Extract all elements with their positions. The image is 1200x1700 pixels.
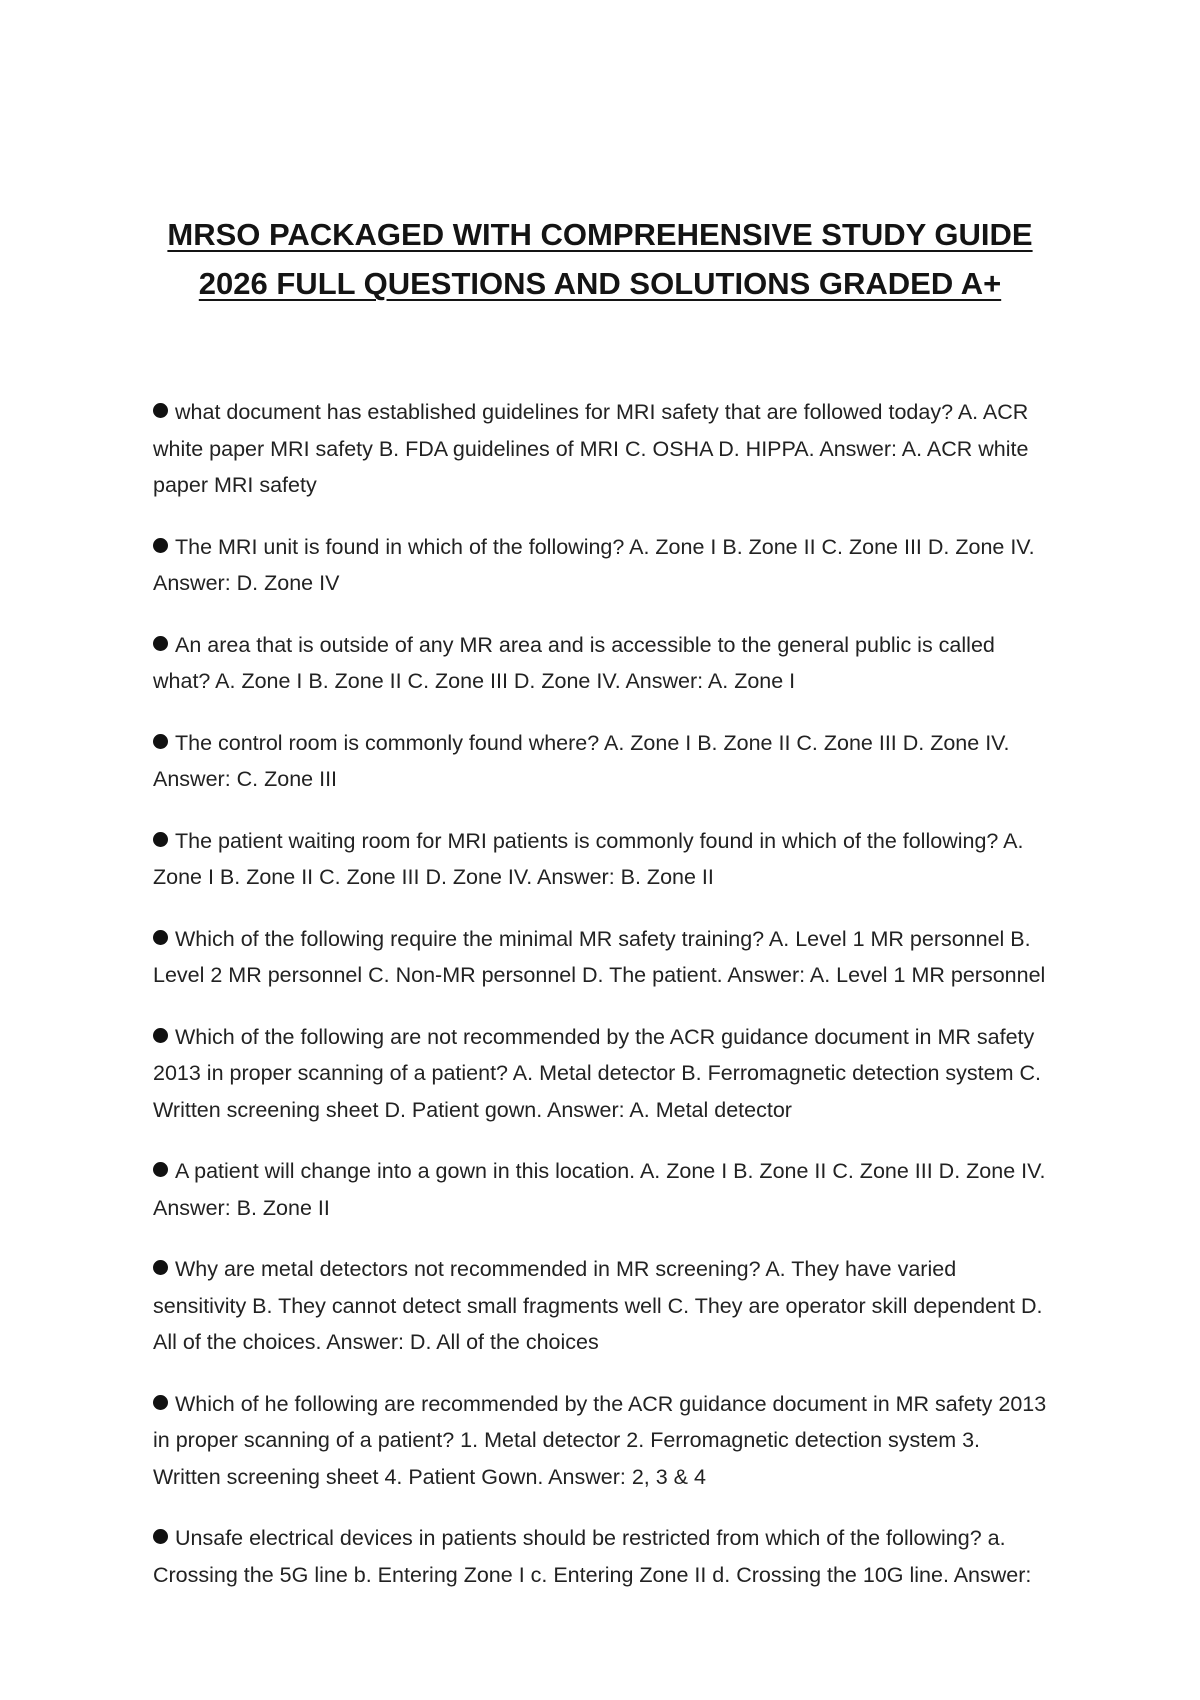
bullet-icon	[153, 1162, 168, 1177]
question-text: The patient waiting room for MRI patients is commonly found in which of the following? A. Zone I B. Zone II C. Zone III D. Zone IV. Answer: B. Zone II	[153, 828, 1024, 889]
question-text: Unsafe electrical devices in patients should be restricted from which of the following? a. Crossing the 5G line b. Entering Zone I c. Entering Zone II d. Crossing the 10G line. Answer:	[153, 1526, 1032, 1587]
bullet-icon	[153, 734, 168, 749]
question-item	[153, 1019, 1053, 1129]
bullet-icon	[153, 1529, 168, 1544]
question-text: Which of the following require the minimal MR safety training? A. Level 1 MR personnel B. Level 2 MR personnel C. Non-MR personnel D. The patient. Answer: A. Level 1 MR personnel	[153, 926, 1046, 987]
title-line-1: MRSO PACKAGED WITH COMPREHENSIVE STUDY GUIDE	[167, 217, 1033, 252]
question-text: An area that is outside of any MR area and is accessible to the general public is called what? A. Zone I B. Zone II C. Zone III D. Zone IV. Answer: A. Zone I	[153, 632, 995, 693]
question-text: Which of he following are recommended by the ACR guidance document in MR safety 2013 in proper scanning of a patient? 1. Metal detector 2. Ferromagnetic detection system 3. Written screening sheet 4. Patient Gown. Answer: 2, 3 & 4	[153, 1391, 1047, 1489]
question-text: A patient will change into a gown in this location. A. Zone I B. Zone II C. Zone III D. Zone IV. Answer: B. Zone II	[153, 1159, 1046, 1220]
bullet-icon	[153, 538, 168, 553]
question-list	[153, 394, 1053, 1618]
question-item	[153, 921, 1053, 994]
bullet-icon	[153, 403, 168, 418]
bullet-icon	[153, 832, 168, 847]
question-item	[153, 1386, 1053, 1496]
question-text: The control room is commonly found where? A. Zone I B. Zone II C. Zone III D. Zone IV. Answer: C. Zone III	[153, 730, 1010, 791]
question-text: The MRI unit is found in which of the following? A. Zone I B. Zone II C. Zone III D. Zone IV. Answer: D. Zone IV	[153, 534, 1035, 595]
question-item	[153, 1153, 1053, 1226]
question-text: Which of the following are not recommended by the ACR guidance document in MR safety 2013 in proper scanning of a patient? A. Metal detector B. Ferromagnetic detection system C. Written screening sheet D. Patient gown. Answer: A. Metal detector	[153, 1024, 1041, 1122]
question-item	[153, 627, 1053, 700]
question-item	[153, 823, 1053, 896]
title-line-2: 2026 FULL QUESTIONS AND SOLUTIONS GRADED A+	[198, 266, 1002, 301]
question-item	[153, 725, 1053, 798]
bullet-icon	[153, 930, 168, 945]
bullet-icon	[153, 1395, 168, 1410]
bullet-icon	[153, 636, 168, 651]
question-text: what document has established guidelines for MRI safety that are followed today? A. ACR white paper MRI safety B. FDA guidelines of MRI C. OSHA D. HIPPA. Answer: A. ACR white paper MRI safety	[153, 400, 1029, 497]
question-item	[153, 394, 1053, 504]
document-title	[150, 210, 1050, 308]
question-text: Why are metal detectors not recommended in MR screening? A. They have varied sensitivity B. They cannot detect small fragments well C. They are operator skill dependent D. All of the choices. Answer: D. All of the choices	[153, 1257, 1043, 1354]
question-item	[153, 1520, 1053, 1593]
bullet-icon	[153, 1260, 168, 1275]
question-item	[153, 529, 1053, 602]
question-item	[153, 1251, 1053, 1361]
bullet-icon	[153, 1028, 168, 1043]
